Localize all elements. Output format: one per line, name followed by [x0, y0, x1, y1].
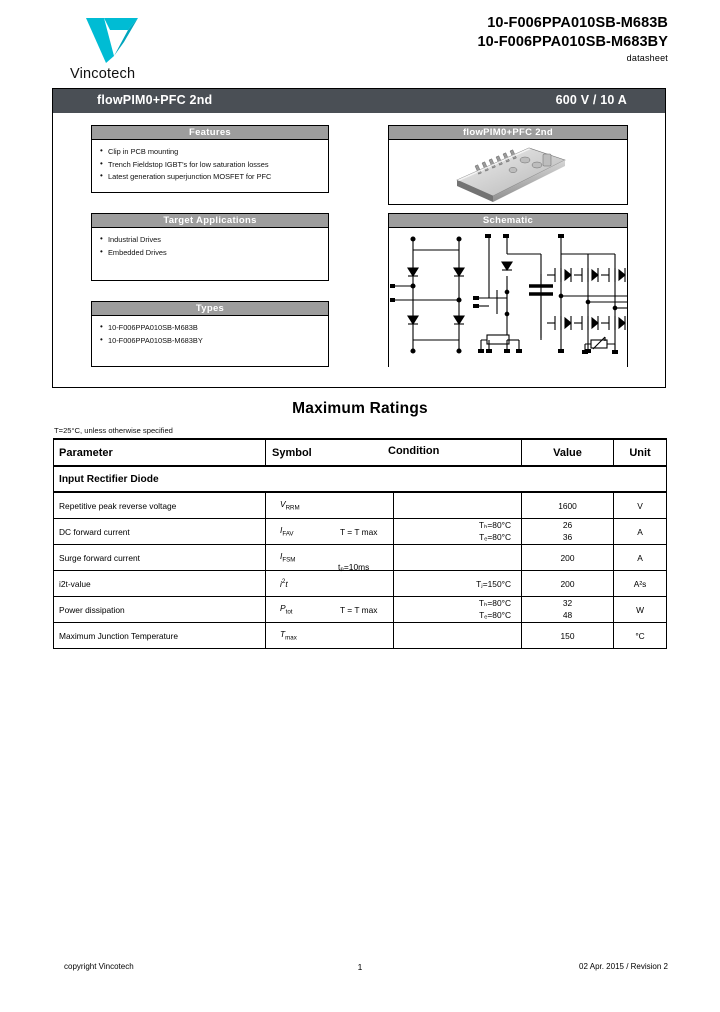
symbol-main: I	[280, 525, 283, 536]
types-panel	[91, 301, 329, 367]
document-header	[52, 12, 668, 88]
row-parameter: Power dissipation	[54, 597, 266, 623]
target-applications-panel	[91, 213, 329, 281]
symbol-condition: T = T max	[340, 527, 378, 537]
target-applications-list	[92, 228, 328, 259]
product-photo-title: flowPIM0+PFC 2nd	[389, 126, 627, 140]
row-symbol	[266, 571, 394, 597]
page-footer	[0, 962, 720, 982]
schematic-diagram	[389, 228, 627, 367]
part-number-secondary: 10-F006PPA010SB-M683BY	[477, 34, 668, 50]
table-row	[54, 571, 667, 597]
row-unit: V	[614, 492, 667, 519]
row-value: 200	[522, 571, 614, 597]
table-header-row	[54, 439, 667, 466]
symbol-sub: FAV	[282, 530, 294, 538]
row-condition	[394, 597, 522, 623]
features-body	[92, 140, 328, 184]
target-applications-body	[92, 228, 328, 259]
list-item: • Trench Fieldstop IGBT's for low saturation losses	[100, 159, 328, 172]
symbol-main: i	[280, 578, 282, 589]
company-name: Vincotech	[70, 66, 136, 82]
row-condition-line2: Tₑ=80°C	[479, 531, 512, 542]
types-body	[92, 316, 328, 347]
product-title-bar	[53, 89, 665, 113]
pulse-condition: tₚ=10ms	[338, 562, 370, 572]
types-list	[92, 316, 328, 347]
symbol-sub: FSM	[282, 556, 296, 564]
list-item: • Embedded Drives	[100, 247, 328, 260]
row-condition	[338, 545, 522, 572]
symbol-condition: T = T max	[340, 605, 378, 615]
symbol-sub: tot	[285, 608, 293, 616]
row-condition-line1: Tₕ=80°C	[478, 520, 512, 530]
symbol-main: P	[280, 603, 286, 614]
document-type-label: datasheet	[626, 53, 668, 63]
column-header-condition: Condition	[388, 445, 440, 457]
table-row	[54, 519, 667, 545]
symbol-main: I	[280, 551, 283, 562]
table-row	[54, 545, 667, 571]
maximum-ratings-note: T=25°C, unless otherwise specified	[54, 426, 173, 435]
symbol-tail: t	[285, 578, 288, 589]
table-row	[54, 597, 667, 623]
footer-page-number: 1	[357, 962, 363, 972]
row-condition	[394, 492, 522, 519]
footer-revision: 02 Apr. 2015 / Revision 2	[579, 962, 668, 971]
schematic-title: Schematic	[389, 214, 627, 228]
row-symbol	[266, 519, 394, 545]
vincotech-v-icon	[84, 16, 140, 64]
row-condition: Tⱼ=150°C	[394, 571, 522, 597]
list-item: • Latest generation superjunction MOSFET for PFC	[100, 171, 328, 184]
row-value: 200	[522, 545, 614, 571]
row-value: 1600	[522, 492, 614, 519]
column-header-unit: Unit	[614, 439, 667, 466]
row-value-line2: 48	[562, 609, 573, 620]
part-number-primary: 10-F006PPA010SB-M683B	[487, 15, 668, 31]
column-header-symbol-condition	[266, 439, 522, 466]
row-symbol	[266, 597, 394, 623]
target-applications-title: Target Applications	[92, 214, 328, 228]
row-parameter: i2t-value	[54, 571, 266, 597]
column-header-parameter: Parameter	[54, 439, 266, 466]
column-header-value: Value	[522, 439, 614, 466]
row-symbol	[266, 623, 394, 649]
product-family-label: flowPIM0+PFC 2nd	[97, 93, 213, 107]
symbol-sup: 2	[281, 578, 286, 586]
list-item: • 10-F006PPA010SB-M683B	[100, 322, 328, 335]
product-overview-box	[52, 88, 666, 388]
row-value-line1: 26	[562, 520, 573, 530]
list-item: • 10-F006PPA010SB-M683BY	[100, 335, 328, 348]
product-photo-panel	[388, 125, 628, 205]
table-section-row	[54, 466, 667, 492]
company-logo	[70, 16, 200, 88]
product-photo-image	[389, 140, 627, 205]
row-value-line1: 32	[562, 598, 573, 608]
row-symbol	[266, 492, 394, 519]
row-value	[522, 519, 614, 545]
row-symbol	[266, 545, 394, 571]
row-value	[522, 597, 614, 623]
symbol-sub: max	[285, 634, 297, 642]
row-condition	[394, 623, 522, 649]
row-value-line2: 36	[562, 531, 573, 542]
row-parameter: Maximum Junction Temperature	[54, 623, 266, 649]
column-header-symbol: Symbol	[272, 446, 312, 459]
schematic-panel	[388, 213, 628, 367]
row-parameter: Surge forward current	[54, 545, 266, 571]
list-item: • Industrial Drives	[100, 234, 328, 247]
maximum-ratings-title: Maximum Ratings	[292, 400, 428, 417]
list-item: • Clip in PCB mounting	[100, 146, 328, 159]
symbol-main: V	[280, 499, 286, 510]
features-panel	[91, 125, 329, 193]
table-row	[54, 492, 667, 519]
row-parameter: DC forward current	[54, 519, 266, 545]
features-list	[92, 140, 328, 184]
symbol-sub: RRM	[285, 504, 300, 512]
product-rating-label: 600 V / 10 A	[555, 93, 627, 107]
row-unit: A²s	[614, 571, 667, 597]
row-value: 150	[522, 623, 614, 649]
row-parameter: Repetitive peak reverse voltage	[54, 492, 266, 519]
row-unit: °C	[614, 623, 667, 649]
row-unit: A	[614, 519, 667, 545]
section-label: Input Rectifier Diode	[54, 466, 667, 492]
row-condition-line2: Tₑ=80°C	[479, 609, 512, 620]
maximum-ratings-table	[53, 438, 667, 649]
footer-copyright: copyright Vincotech	[64, 962, 134, 971]
row-unit: A	[614, 545, 667, 571]
part-number-block	[477, 14, 668, 63]
row-condition	[394, 519, 522, 545]
row-condition-line1: Tₕ=80°C	[478, 598, 512, 608]
features-title: Features	[92, 126, 328, 140]
table-row	[54, 623, 667, 649]
types-title: Types	[92, 302, 328, 316]
symbol-main: T	[280, 629, 286, 640]
row-unit: W	[614, 597, 667, 623]
